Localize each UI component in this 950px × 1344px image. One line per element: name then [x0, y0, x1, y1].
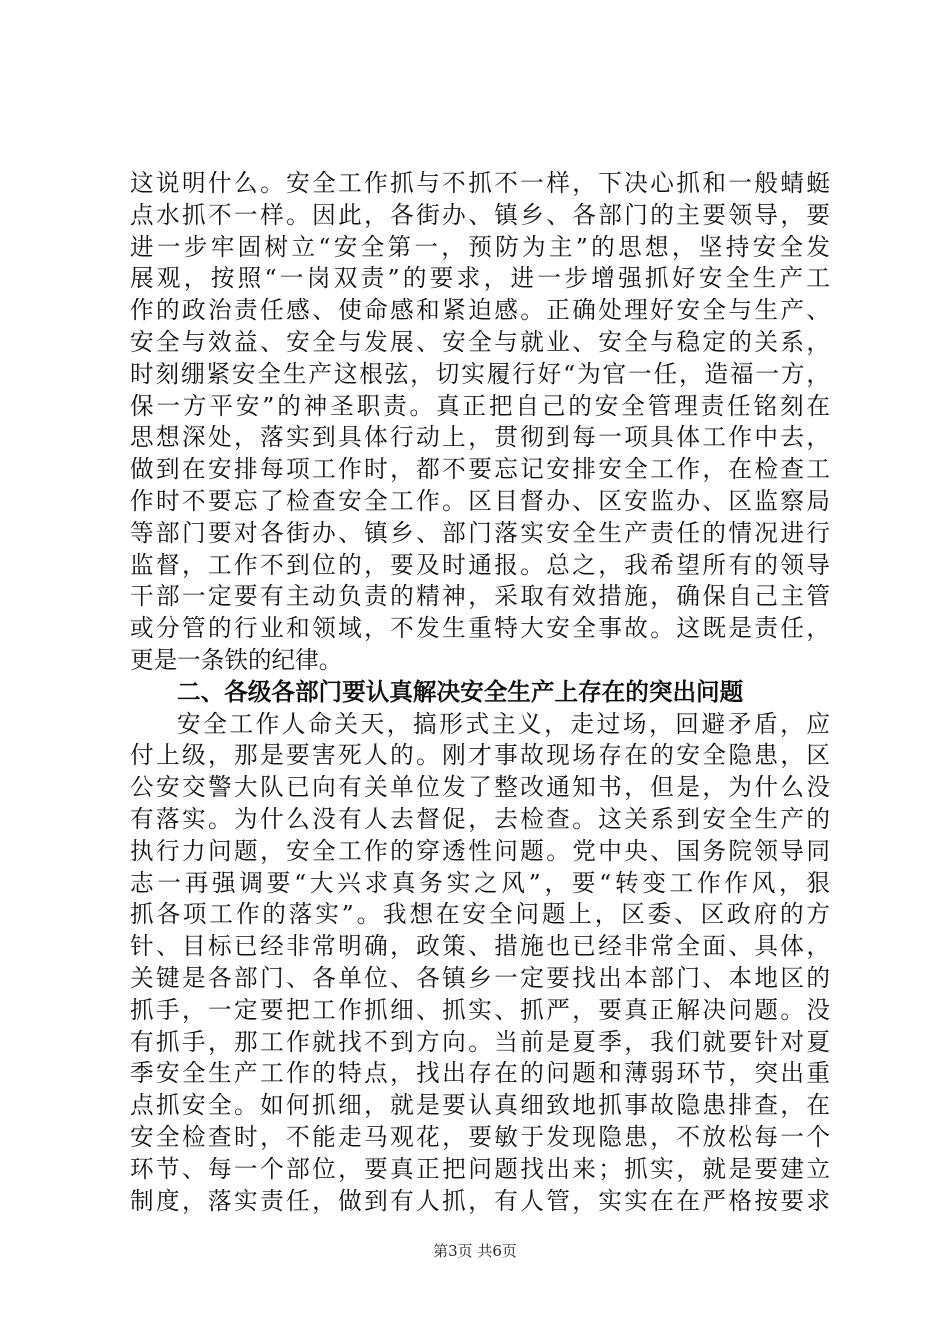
- text-line: 关键是各部门、各单位、各镇乡一定要找出本部门、本地区的: [130, 963, 830, 992]
- page-footer: 第3页 共6页: [433, 1242, 517, 1260]
- text-line: 干部一定要有主动负责的精神，采取有效措施，确保自己主管: [130, 582, 830, 611]
- body-text: [130, 168, 830, 1217]
- text-line: 监督，工作不到位的，要及时通报。总之，我希望所有的领导: [130, 550, 830, 579]
- text-line: 执行力问题，安全工作的穿透性问题。党中央、国务院领导同: [130, 836, 830, 865]
- text-line: 等部门要对各街办、镇乡、部门落实安全生产责任的情况进行: [130, 518, 830, 547]
- text-line: 抓各项工作的落实”。我想在安全问题上，区委、区政府的方: [130, 900, 830, 929]
- text-line: 公安交警大队已向有关单位发了整改通知书，但是，为什么没: [130, 773, 830, 802]
- text-line: 做到在安排每项工作时，都不要忘记安排安全工作，在检查工: [130, 455, 830, 484]
- text-line: 展观，按照“一岗双责”的要求，进一步增强抓好安全生产工: [130, 264, 830, 293]
- text-line: 点抓安全。如何抓细，就是要认真细致地抓事故隐患排查，在: [130, 1091, 830, 1120]
- text-line: 保一方平安”的神圣职责。真正把自己的安全管理责任铭刻在: [130, 391, 830, 420]
- text-line: 有抓手，那工作就找不到方向。当前是夏季，我们就要针对夏: [130, 1027, 830, 1056]
- text-line: 时刻绷紧安全生产这根弦，切实履行好“为官一任，造福一方，: [130, 359, 830, 388]
- paragraph-1: [130, 168, 830, 677]
- text-line: 抓手，一定要把工作抓细、抓实、抓严，要真正解决问题。没: [130, 995, 830, 1024]
- text-line: 安全工作人命关天，搞形式主义，走过场，回避矛盾，应: [177, 709, 830, 738]
- text-line: 志一再强调要“大兴求真务实之风”，要“转变工作作风，狠: [130, 868, 830, 897]
- text-line: 更是一条铁的纪律。: [130, 645, 343, 674]
- text-line: 制度，落实责任，做到有人抓，有人管，实实在在严格按要求: [130, 1186, 830, 1215]
- section-heading-2: 二、各级各部门要认真解决安全生产上存在的突出问题: [177, 677, 744, 706]
- text-line: 环节、每一个部位，要真正把问题找出来；抓实，就是要建立: [130, 1154, 830, 1183]
- paragraph-2: [130, 709, 830, 1218]
- text-line: 进一步牢固树立“安全第一，预防为主”的思想，坚持安全发: [130, 232, 830, 261]
- text-line: 这说明什么。安全工作抓与不抓不一样，下决心抓和一般蜻蜓: [130, 169, 830, 197]
- text-line: 作时不要忘了检查安全工作。区目督办、区安监办、区监察局: [130, 486, 830, 515]
- text-line: 安全检查时，不能走马观花，要敏于发现隐患，不放松每一个: [130, 1122, 830, 1151]
- text-line: 安全与效益、安全与发展、安全与就业、安全与稳定的关系，: [130, 327, 830, 356]
- text-line: 点水抓不一样。因此，各街办、镇乡、各部门的主要领导，要: [130, 200, 830, 229]
- text-line: 付上级，那是要害死人的。刚才事故现场存在的安全隐患，区: [130, 741, 830, 770]
- text-line: 有落实。为什么没有人去督促，去检查。这关系到安全生产的: [130, 804, 830, 833]
- text-line: 或分管的行业和领域，不发生重特大安全事故。这既是责任，: [130, 614, 830, 643]
- text-line: 季安全生产工作的特点，找出存在的问题和薄弱环节，突出重: [130, 1059, 830, 1088]
- text-line: 针、目标已经非常明确，政策、措施也已经非常全面、具体，: [130, 932, 830, 961]
- text-line: 思想深处，落实到具体行动上，贯彻到每一项具体工作中去，: [130, 423, 830, 452]
- text-line: 作的政治责任感、使命感和紧迫感。正确处理好安全与生产、: [130, 296, 830, 325]
